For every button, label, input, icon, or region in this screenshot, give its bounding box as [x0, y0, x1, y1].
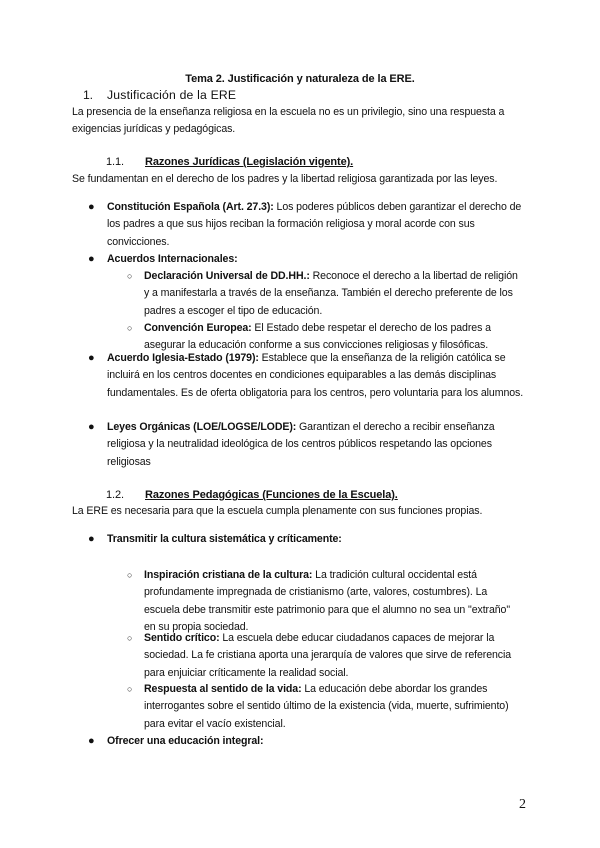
list-item	[107, 733, 527, 750]
bullet-icon: ●	[88, 735, 95, 747]
bullet-icon: ●	[88, 421, 95, 433]
item-text: Establece que la enseñanza de la religión católica se incluirá en los centros docentes en condiciones equiparables a las demás disciplinas fundamentales. Es de oferta obligatoria para los centros, pero voluntaria para los alumnos.	[107, 352, 524, 399]
item-label: Leyes Orgánicas (LOE/LOGSE/LODE):	[107, 421, 297, 433]
section-heading: Justificación de la ERE	[107, 88, 237, 102]
subitem-label: Sentido crítico:	[144, 632, 220, 644]
item-label: Transmitir la cultura sistemática y críticamente:	[107, 533, 342, 545]
document-title: Tema 2. Justificación y naturaleza de la ERE.	[185, 73, 415, 85]
bullet-icon: ●	[88, 352, 95, 364]
subsection-number: 1.2.	[106, 489, 124, 501]
item-label: Acuerdo Iglesia-Estado (1979):	[107, 352, 259, 364]
bullet-icon: ●	[88, 253, 95, 265]
subsection-heading: Razones Pedagógicas (Funciones de la Escuela).	[145, 489, 398, 501]
item-text: Garantizan el derecho a recibir enseñanza religiosa y la neutralidad ideológica de los centros públicos respetando las opciones religiosas	[107, 421, 495, 468]
subitem-label: Convención Europea:	[144, 322, 252, 334]
item-label: Acuerdos Internacionales:	[107, 253, 238, 265]
subitem-label: Inspiración cristiana de la cultura:	[144, 569, 313, 581]
hollow-bullet-icon: ○	[127, 271, 133, 281]
subsection-lead: Se fundamentan en el derecho de los padres y la libertad religiosa garantizada por las leyes.	[72, 173, 498, 185]
hollow-bullet-icon: ○	[127, 323, 133, 333]
bullet-icon: ●	[88, 533, 95, 545]
hollow-bullet-icon: ○	[127, 570, 133, 580]
list-subitem	[144, 681, 524, 733]
list-subitem	[144, 567, 524, 637]
subsection-lead: La ERE es necesaria para que la escuela cumpla plenamente con sus funciones propias.	[72, 505, 483, 517]
subitem-label: Respuesta al sentido de la vida:	[144, 683, 302, 695]
intro-paragraph: La presencia de la enseñanza religiosa en la escuela no es un privilegio, sino una respuesta a exigencias jurídicas y pedagógicas.	[72, 106, 505, 136]
hollow-bullet-icon: ○	[127, 684, 133, 694]
list-item	[107, 419, 527, 471]
section-number: 1.	[83, 88, 93, 102]
list-subitem	[144, 268, 524, 320]
page-number: 2	[519, 797, 526, 812]
hollow-bullet-icon: ○	[127, 633, 133, 643]
item-label: Constitución Española (Art. 27.3):	[107, 201, 274, 213]
item-text: Los poderes públicos deben garantizar el derecho de los padres a que sus hijos reciban la formación religiosa y moral acorde con sus convicciones.	[107, 201, 522, 248]
subitem-text: El Estado debe respetar el derecho de los padres a asegurar la educación conforme a sus convicciones religiosas y filosóficas.	[144, 322, 491, 352]
list-item	[107, 531, 527, 548]
subitem-text: La escuela debe educar ciudadanos capaces de mejorar la sociedad. La fe cristiana aporta una jerarquía de valores que sirve de referencia para enjuiciar críticamente la realidad social.	[144, 632, 512, 679]
list-subitem	[144, 630, 524, 682]
item-label: Ofrecer una educación integral:	[107, 735, 264, 747]
subsection-number: 1.1.	[106, 156, 124, 168]
subitem-text: La tradición cultural occidental está profundamente impregnada de cristianismo (arte, valores, costumbres). La escuela debe transmitir este patrimonio para que el alumno no sea un "extraño" en su propia sociedad.	[144, 569, 511, 634]
list-item	[107, 251, 527, 268]
list-item	[107, 199, 527, 251]
subsection-heading: Razones Jurídicas (Legislación vigente).	[145, 156, 354, 168]
subitem-text: La educación debe abordar los grandes interrogantes sobre el sentido último de la existencia (vida, muerte, sufrimiento) para evitar el vacío existencial.	[144, 683, 509, 730]
subitem-label: Declaración Universal de DD.HH.:	[144, 270, 310, 282]
subitem-text: Reconoce el derecho a la libertad de religión y a manifestarla a través de la enseñanza. También el derecho preferente de los padres a escoger el tipo de educación.	[144, 270, 518, 317]
list-item	[107, 350, 527, 402]
bullet-icon: ●	[88, 201, 95, 213]
